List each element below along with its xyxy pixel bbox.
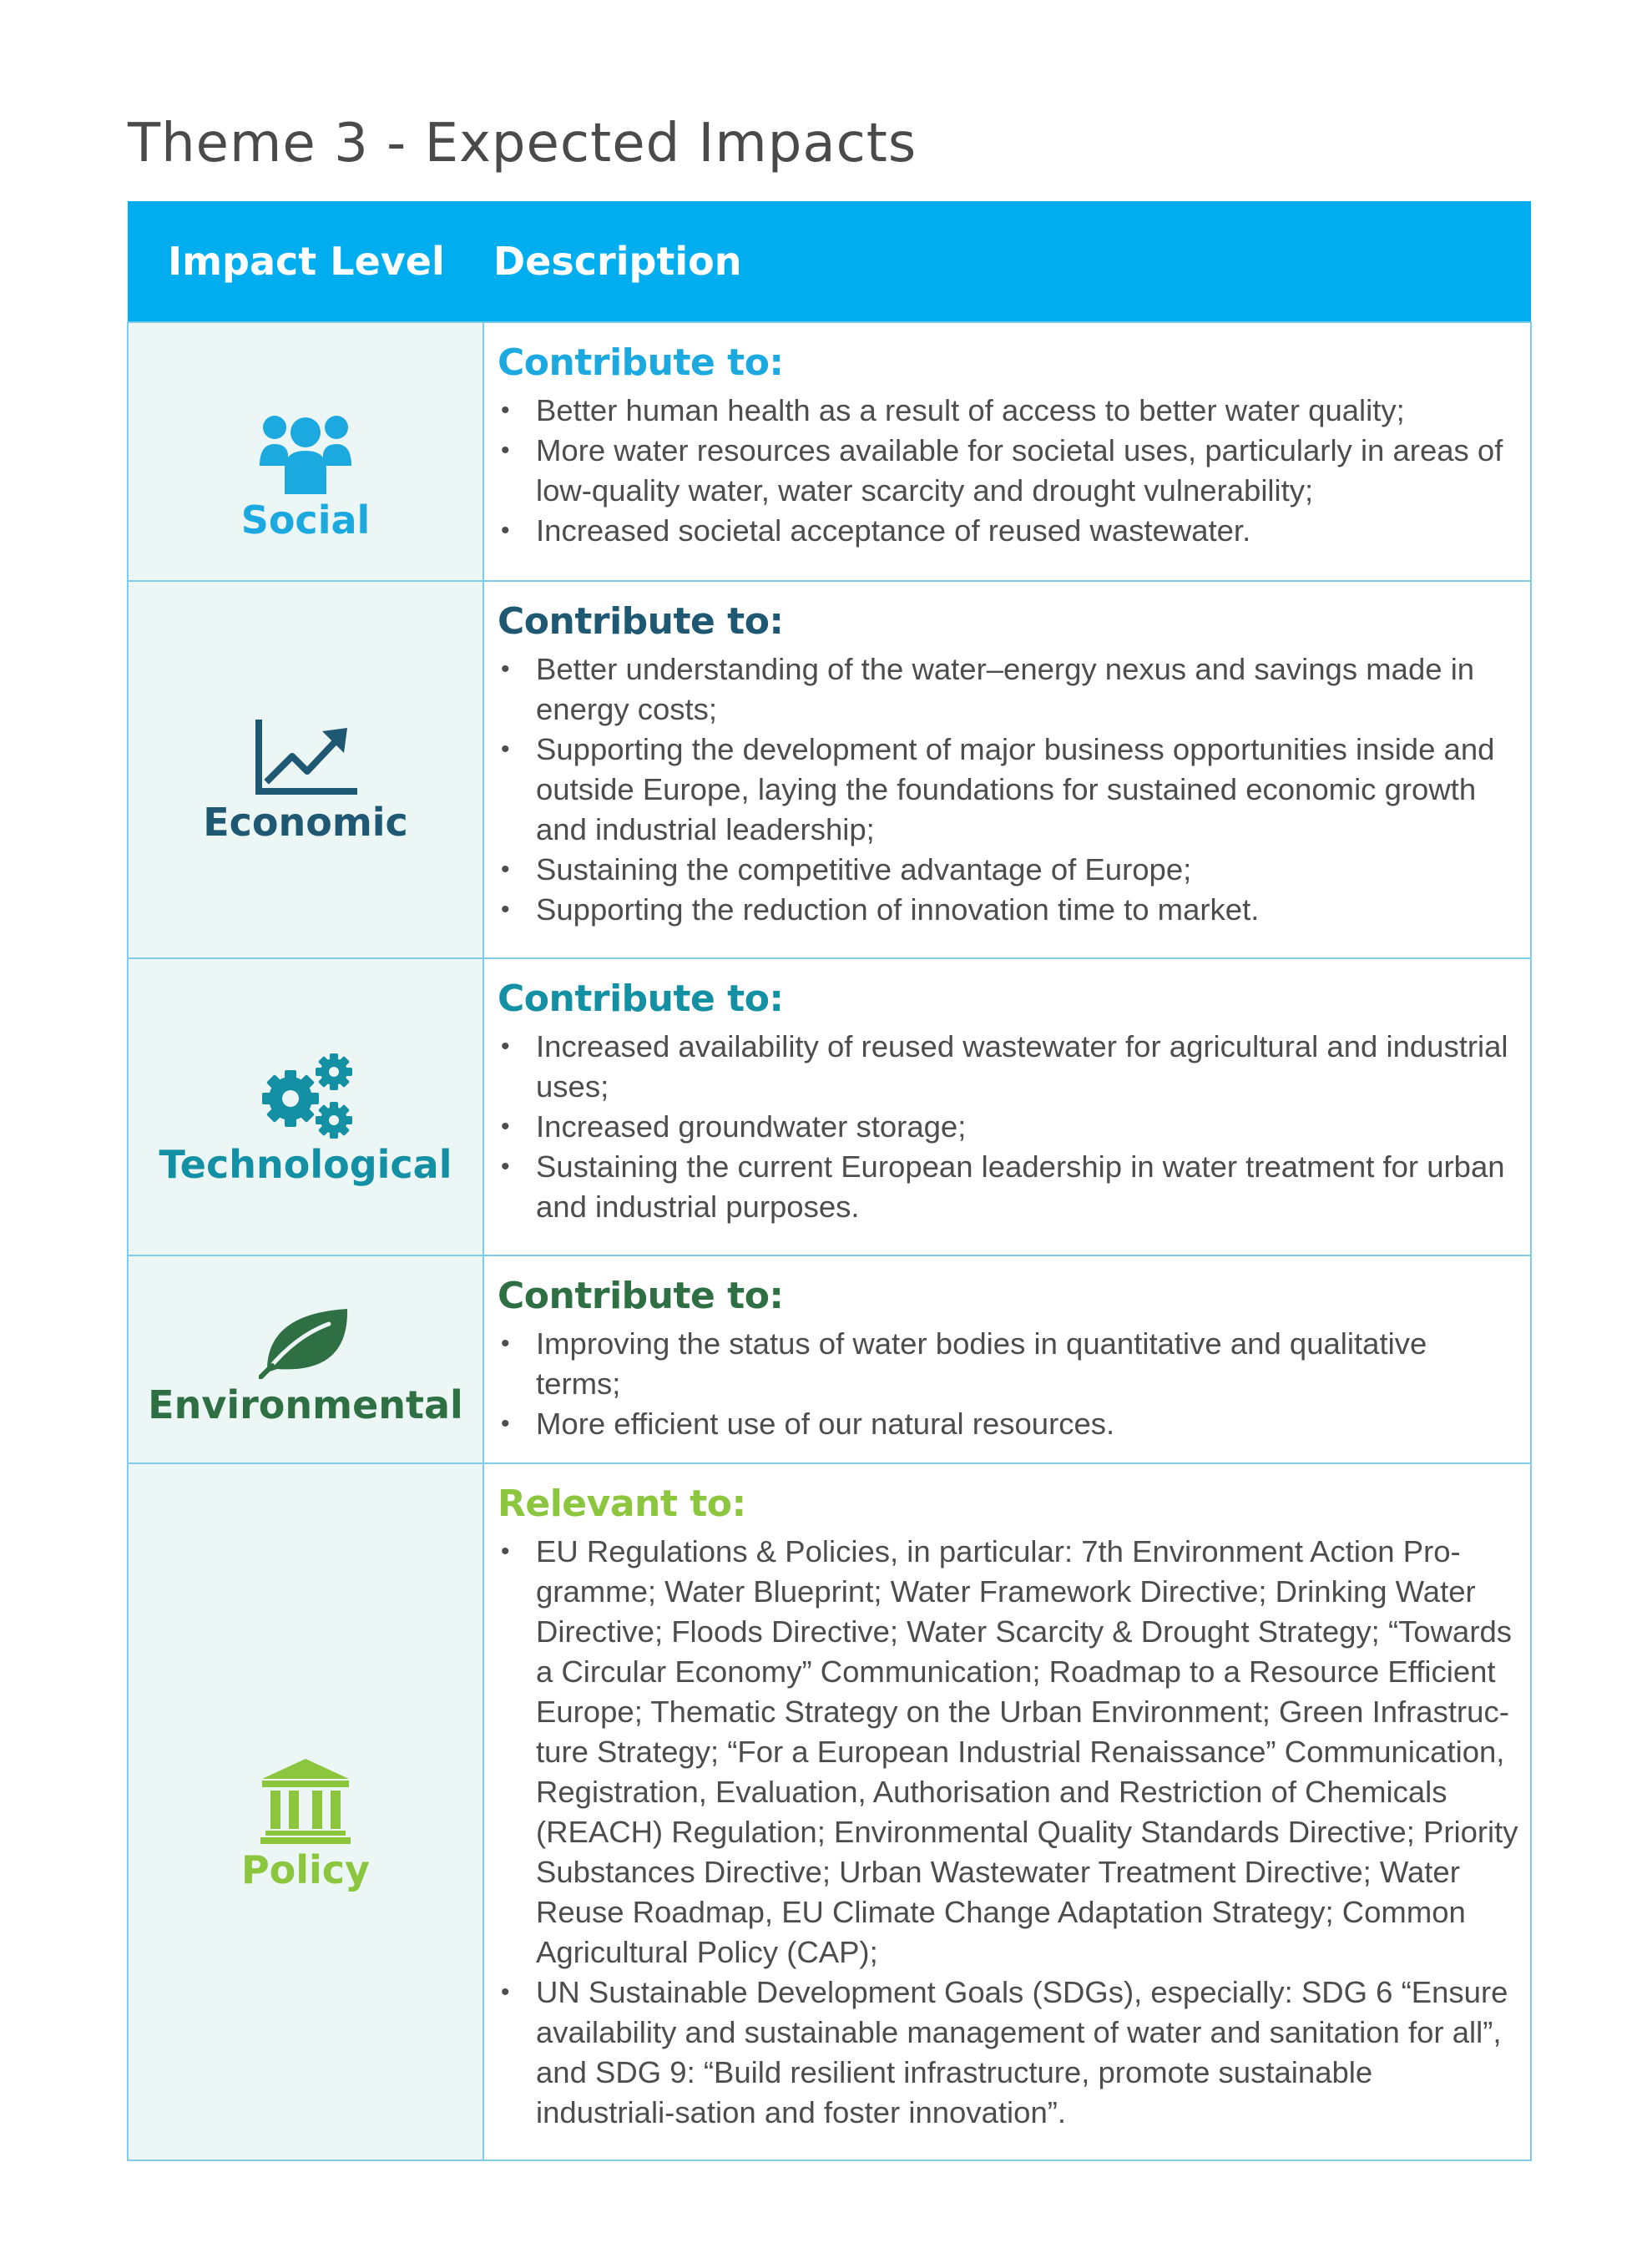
description-cell [483, 958, 1531, 1255]
trend-chart-icon [254, 720, 357, 796]
table-row-policy [128, 1463, 1531, 2160]
list-item: • Increased availability of reused wastewater for agricultural and industrial uses; [501, 1029, 1508, 1104]
table-row-environmental [128, 1255, 1531, 1463]
list-item: • EU Regulations & Policies, in particular: 7th Environment Action Pro-gramme; Water Blueprint; Water Framework Directive; Drinking Water Directive; Floods Directive; Water Scarcity & Drought Strategy; “Towards a Circular Economy” Communication; Roadmap to a Resource Efficient Europe; Thematic Strategy on the Urban Environment; Green Infrastruc-ture Strategy; “For a European Industrial Renaissance” Communication, Registration, Evaluation, Authorisation and Restriction of Chemicals (REACH) Regulation; Environmental Quality Standards Directive; Priority Substances Directive; Urban Wastewater Treatment Directive; Water Reuse Roadmap, EU Climate Change Adaptation Strategy; Common Agricultural Policy (CAP); [501, 1534, 1518, 1969]
list-item: • Supporting the development of major business opportunities inside and outside Europe, laying the foundations for sustained economic growth and industrial leadership; [501, 732, 1495, 846]
header-impact-level: Impact Level [168, 239, 445, 284]
impact-level-label: Economic [203, 800, 408, 845]
list-item: • Improving the status of water bodies in quantitative and qualitative terms; [501, 1326, 1427, 1401]
page-title: Theme 3 - Expected Impacts [128, 113, 917, 174]
impacts-table [127, 201, 1532, 2161]
impact-level-label: Social [240, 498, 371, 543]
description-cell [483, 581, 1531, 958]
table-row-technological [128, 958, 1531, 1255]
description-cell [483, 1255, 1531, 1463]
bullet-list [498, 649, 1518, 930]
impact-level-cell [128, 958, 483, 1255]
list-item: • Increased groundwater storage; [501, 1109, 967, 1144]
description-heading: Contribute to: [498, 600, 784, 643]
list-item: • Better understanding of the water–energy nexus and savings made in energy costs; [501, 652, 1475, 726]
table-row-economic [128, 581, 1531, 958]
bullet-list [498, 1324, 1518, 1444]
description-heading: Contribute to: [498, 341, 784, 384]
list-item: • Supporting the reduction of innovation time to market. [501, 892, 1260, 927]
users-group-icon [256, 411, 355, 494]
list-item: • UN Sustainable Development Goals (SDGs), especially: SDG 6 “Ensure availability and sustainable management of water and sanitation for all”, and SDG 9: “Build resilient infrastructure, promote sustainable industriali-sation and foster innovation”. [501, 1975, 1508, 2129]
list-item: • More efficient use of our natural resources. [501, 1407, 1115, 1441]
impact-level-cell [128, 581, 483, 958]
table-row-social [128, 322, 1531, 581]
description-heading: Contribute to: [498, 1275, 784, 1317]
header-description: Description [493, 239, 742, 284]
description-cell [483, 322, 1531, 581]
bullet-list [498, 391, 1518, 551]
list-item: • Sustaining the competitive advantage of Europe; [501, 852, 1192, 887]
gears-icon [257, 1052, 354, 1139]
list-item: • Increased societal acceptance of reused wastewater. [501, 513, 1251, 548]
bullet-list [498, 1532, 1518, 2133]
description-cell [483, 1463, 1531, 2160]
impact-level-cell [128, 1255, 483, 1463]
description-heading: Relevant to: [498, 1483, 746, 1525]
impact-level-label: Policy [240, 1846, 371, 1892]
leaf-icon [259, 1307, 352, 1379]
list-item: • Sustaining the current European leadership in water treatment for urban and industrial purposes. [501, 1149, 1505, 1224]
table-header-row [128, 201, 1531, 322]
description-heading: Contribute to: [498, 977, 784, 1020]
institution-building-icon [259, 1757, 352, 1844]
bullet-list [498, 1027, 1518, 1227]
impact-level-cell [128, 322, 483, 581]
impact-level-label: Technological [159, 1142, 452, 1187]
impact-level-cell [128, 1463, 483, 2160]
impact-level-label: Environmental [148, 1382, 463, 1427]
list-item: • Better human health as a result of access to better water quality; [501, 393, 1405, 427]
list-item: • More water resources available for societal uses, particularly in areas of low-quality water, water scarcity and drought vulnerability; [501, 433, 1503, 508]
